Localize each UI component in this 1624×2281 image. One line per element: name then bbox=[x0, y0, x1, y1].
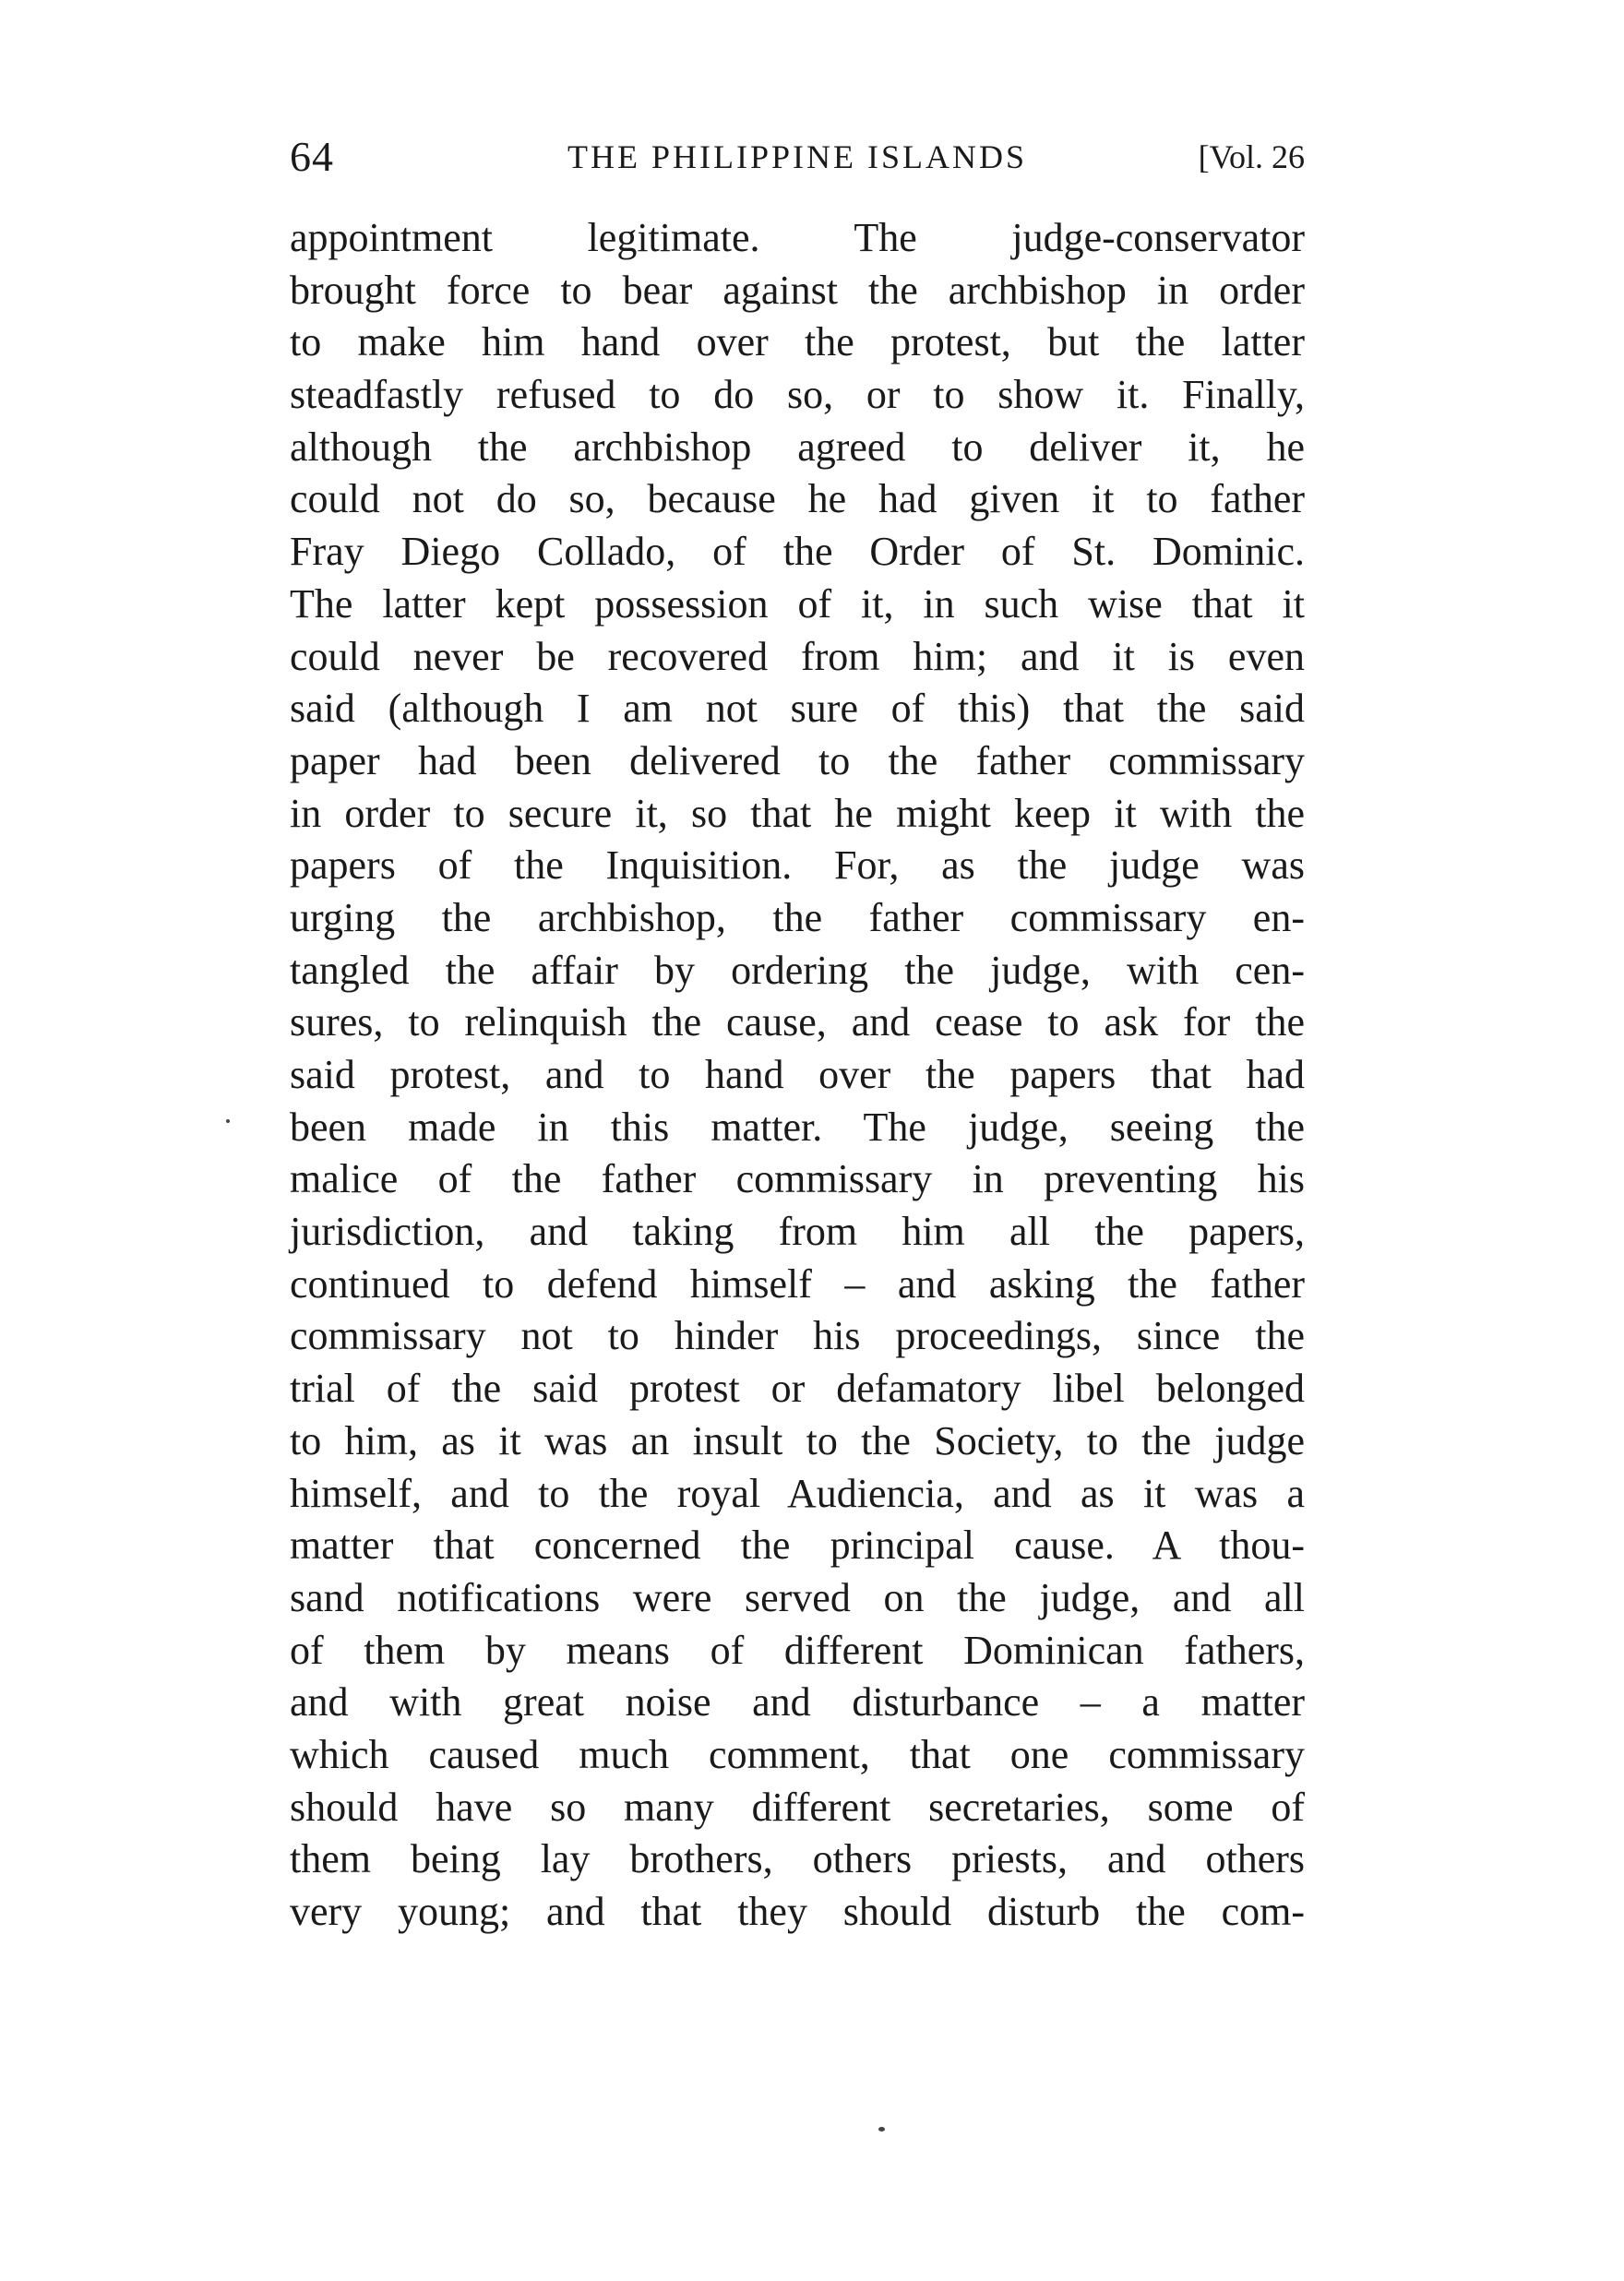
text-line: Fray Diego Collado, of the Order of St. Dominic. bbox=[290, 529, 1305, 575]
text-line: continued to defend himself – and asking the father bbox=[290, 1260, 1305, 1307]
text-line: brought force to bear against the archbishop in order bbox=[290, 267, 1305, 313]
text-line: paper had been delivered to the father commissary bbox=[290, 737, 1305, 783]
text-line: very young; and that they should disturb the com- bbox=[290, 1889, 1305, 1934]
text-line: tangled the affair by ordering the judge, with cen- bbox=[290, 947, 1305, 993]
text-line: urging the archbishop, the father commissary en- bbox=[290, 894, 1305, 940]
text-line: steadfastly refused to do so, or to show it. Finally, bbox=[290, 372, 1305, 418]
text-line: papers of the Inquisition. For, as the judge was bbox=[290, 842, 1305, 889]
text-line: sures, to relinquish the cause, and cease to ask for the bbox=[290, 999, 1305, 1045]
text-line: himself, and to the royal Audiencia, and as it was a bbox=[290, 1470, 1305, 1516]
text-line: matter that concerned the principal cause. A thou- bbox=[290, 1523, 1305, 1569]
running-title: THE PHILIPPINE ISLANDS bbox=[567, 138, 1027, 175]
running-head bbox=[290, 129, 1305, 185]
text-line: them being lay brothers, others priests, and others bbox=[290, 1836, 1305, 1882]
text-line: could not do so, because he had given it to father bbox=[290, 476, 1305, 522]
text-line: to make him hand over the protest, but the latter bbox=[290, 319, 1305, 365]
text-line: commissary not to hinder his proceedings, since the bbox=[290, 1313, 1305, 1359]
scan-speck bbox=[226, 1119, 230, 1123]
text-line: appointment legitimate. The judge-conservator bbox=[290, 215, 1305, 260]
text-line: malice of the father commissary in preventing his bbox=[290, 1156, 1305, 1202]
text-line: should have so many different secretaries, some of bbox=[290, 1784, 1305, 1830]
text-line: said protest, and to hand over the papers that had bbox=[290, 1052, 1305, 1097]
page-number: 64 bbox=[290, 133, 334, 180]
text-line: and with great noise and disturbance – a matter bbox=[290, 1679, 1305, 1726]
text-line: which caused much comment, that one commissary bbox=[290, 1731, 1305, 1777]
scan-speck bbox=[878, 2127, 885, 2132]
text-line: The latter kept possession of it, in such wise that it bbox=[290, 580, 1305, 627]
text-line: been made in this matter. The judge, seeing the bbox=[290, 1104, 1305, 1150]
text-line: in order to secure it, so that he might keep it with the bbox=[290, 790, 1305, 836]
text-line: could never be recovered from him; and it is even bbox=[290, 633, 1305, 679]
text-line: to him, as it was an insult to the Society, to the judge bbox=[290, 1417, 1305, 1463]
text-line: said (although I am not sure of this) that the said bbox=[290, 686, 1305, 732]
text-line: although the archbishop agreed to deliver it, he bbox=[290, 424, 1305, 470]
body-text bbox=[290, 212, 1305, 1939]
volume-label: [Vol. 26 bbox=[1198, 138, 1305, 175]
text-line: jurisdiction, and taking from him all the papers, bbox=[290, 1209, 1305, 1255]
text-line: of them by means of different Dominican fathers, bbox=[290, 1627, 1305, 1673]
text-line: trial of the said protest or defamatory libel belonged bbox=[290, 1366, 1305, 1412]
text-line: sand notifications were served on the judge, and all bbox=[290, 1574, 1305, 1620]
